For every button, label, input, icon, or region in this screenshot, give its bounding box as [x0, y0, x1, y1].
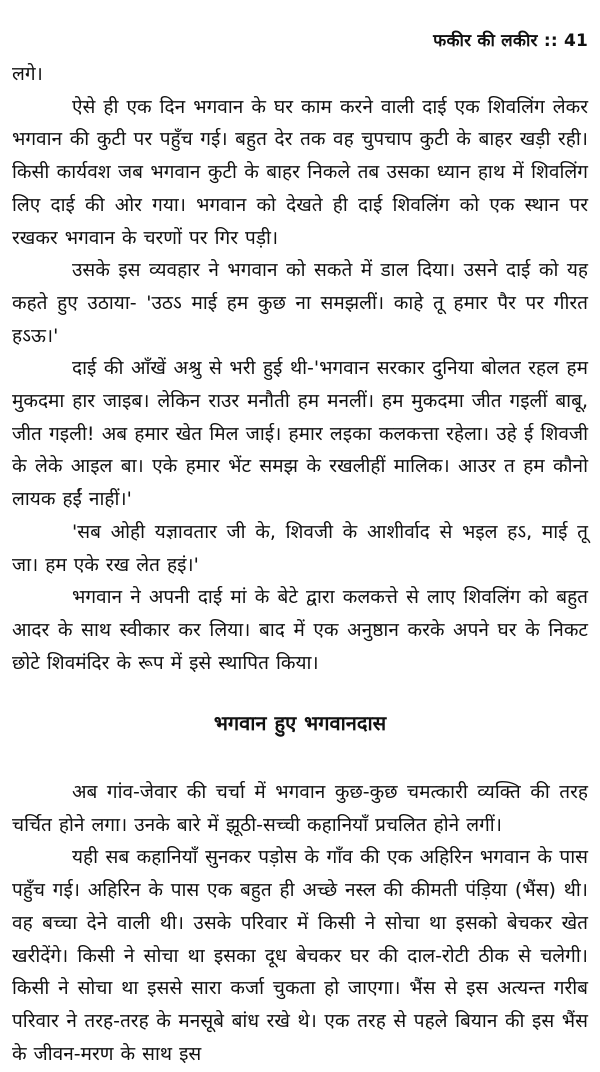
paragraph: दाई की आँखें अश्रु से भरी हुई थी-'भगवान सरकार दुनिया बोलत रहल हम मुकदमा हार जाइब। लेकिन राउर मनौती हम मनलीं। हम मुकदमा जीत गइलीं बाबू, जीत गइली! अब हमार खेत मिल जाई। हमार लइका कलकत्ता रहेला। उहे ई शिवजी के लेके आइल बा। एके हमार भेंट समझ के रखलीहीं मालिक। आउर त हम कौनो लायक हईं नाहीं।'	[12, 357, 588, 511]
paragraph: अब गांव-जेवार की चर्चा में भगवान कुछ-कुछ चमत्कारी व्यक्ति की तरह चर्चित होने लगा। उनके बारे में झूठी-सच्ची कहानियाँ प्रचलित होने लगीं।	[12, 781, 588, 836]
paragraph: ऐसे ही एक दिन भगवान के घर काम करने वाली दाई एक शिवलिंग लेकर भगवान की कुटी पर पहुँच गई। बहुत देर तक वह चुपचाप कुटी के बाहर खड़ी रही। किसी कार्यवश जब भगवान कुटी के बाहर निकले तब उसका ध्यान हाथ में शिवलिंग लिए दाई की ओर गया। भगवान को देखते ही दाई शिवलिंग को एक स्थान पर रखकर भगवान के चरणों पर गिर पड़ी।	[12, 95, 588, 249]
paragraph: उसके इस व्यवहार ने भगवान को सकते में डाल दिया। उसने दाई को यह कहते हुए उठाया- 'उठऽ माई हम कुछ ना समझलीं। काहे तू हमार पैर पर गीरत हऽऊ।'	[12, 259, 588, 347]
paragraph: यही सब कहानियाँ सुनकर पड़ोस के गाँव की एक अहिरिन भगवान के पास पहुँच गई। अहिरिन के पास एक बहुत ही अच्छे नस्ल की कीमती पंड़िया (भैंस) थी। वह बच्चा देने वाली थी। उसके परिवार में किसी ने सोचा था इसको बेचकर खेत खरीदेंगे। किसी ने सोचा था इसका दूध बेचकर घर की दाल-रोटी ठीक से चलेगी। किसी ने सोचा था इससे सारा कर्जा चुकता हो जाएगा। भैंस से इस अत्यन्त गरीब परिवार ने तरह-तरह के मनसूबे बांध रखे थे। एक तरह से पहले बियान की इस भैंस के जीवन-मरण के साथ इस	[12, 846, 588, 1065]
paragraph: भगवान ने अपनी दाई मां के बेटे द्वारा कलकत्ते से लाए शिवलिंग को बहुत आदर के साथ स्वीकार कर लिया। बाद में एक अनुष्ठान करके अपने घर के निकट छोटे शिवमंदिर के रूप में इसे स्थापित किया।	[12, 586, 588, 674]
section-heading: भगवान हुए भगवानदास	[213, 711, 387, 736]
running-header: फकीर की लकीर :: 41	[433, 31, 588, 51]
paragraph: 'सब ओही यज्ञावतार जी के, शिवजी के आशीर्वाद से भइल हऽ, माई तू जा। हम एके रख लेत हइं।'	[12, 520, 588, 576]
paragraph-continuation: लगे।	[12, 63, 43, 85]
body-text	[12, 58, 588, 1070]
